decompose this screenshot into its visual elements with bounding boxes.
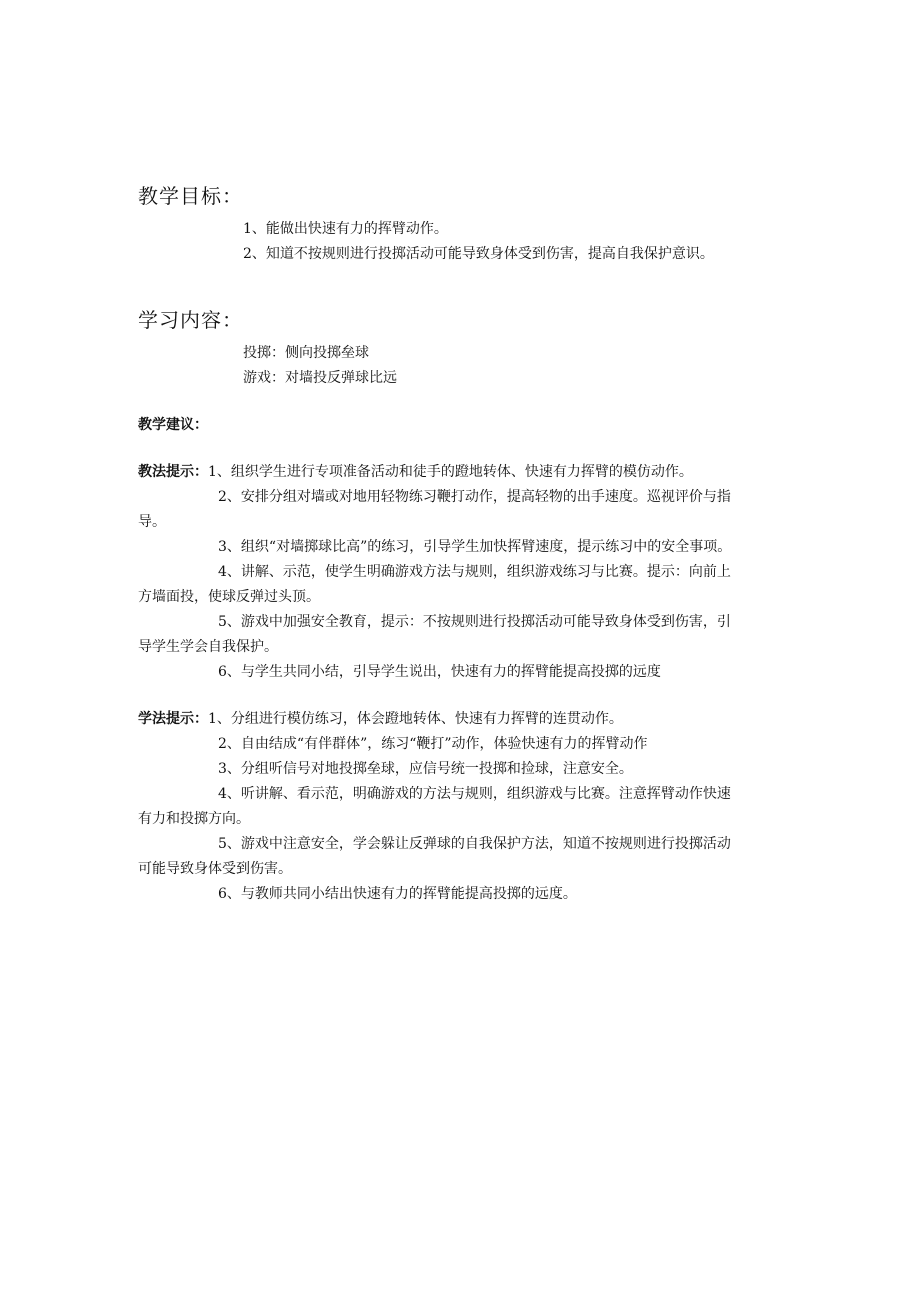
teaching-line: 方墙面投，使球反弹过头顶。 <box>138 589 320 605</box>
goal-item: 2、知道不按规则进行投掷活动可能导致身体受到伤害，提高自我保护意识。 <box>243 246 714 262</box>
teaching-line: 3、组织“对墙掷球比高”的练习，引导学生加快挥臂速度，提示练习中的安全事项。 <box>218 539 732 555</box>
content-item: 投掷：侧向投掷垒球 <box>243 345 369 361</box>
learning-row <box>138 709 623 729</box>
learning-line: 6、与教师共同小结出快速有力的挥臂能提高投掷的远度。 <box>218 886 577 902</box>
goal-item: 1、能做出快速有力的挥臂动作。 <box>243 221 448 237</box>
teaching-line: 导。 <box>138 514 166 530</box>
teaching-label: 教法提示： <box>138 464 208 480</box>
learning-label: 学法提示： <box>138 711 208 727</box>
goals-heading: 教学目标： <box>138 184 243 208</box>
suggestions-heading: 教学建议： <box>138 417 208 433</box>
teaching-line: 6、与学生共同小结，引导学生说出，快速有力的挥臂能提高投掷的远度 <box>218 664 661 680</box>
teaching-line: 1、组织学生进行专项准备活动和徒手的蹬地转体、快速有力挥臂的模仿动作。 <box>208 464 693 480</box>
teaching-line: 导学生学会自我保护。 <box>138 639 278 655</box>
content-heading: 学习内容： <box>138 308 243 332</box>
learning-line: 有力和投掷方向。 <box>138 811 250 827</box>
teaching-line: 2、安排分组对墙或对地用轻物练习鞭打动作，提高轻物的出手速度。巡视评价与指 <box>218 489 731 505</box>
teaching-line: 4、讲解、示范，使学生明确游戏方法与规则，组织游戏练习与比赛。提示：向前上 <box>218 564 731 580</box>
learning-line: 4、听讲解、看示范，明确游戏的方法与规则，组织游戏与比赛。注意挥臂动作快速 <box>218 786 731 802</box>
learning-line: 2、自由结成“有伴群体”，练习“鞭打”动作，体验快速有力的挥臂动作 <box>218 736 648 752</box>
learning-line: 1、分组进行模仿练习，体会蹬地转体、快速有力挥臂的连贯动作。 <box>208 711 623 727</box>
learning-line: 可能导致身体受到伤害。 <box>138 861 292 877</box>
learning-line: 5、游戏中注意安全，学会躲让反弹球的自我保护方法，知道不按规则进行投掷活动 <box>218 836 731 852</box>
teaching-row <box>138 462 693 482</box>
content-item: 游戏：对墙投反弹球比远 <box>243 370 397 386</box>
teaching-line: 5、游戏中加强安全教育，提示：不按规则进行投掷活动可能导致身体受到伤害，引 <box>218 614 731 630</box>
learning-line: 3、分组听信号对地投掷垒球，应信号统一投掷和捡球，注意安全。 <box>218 761 633 777</box>
